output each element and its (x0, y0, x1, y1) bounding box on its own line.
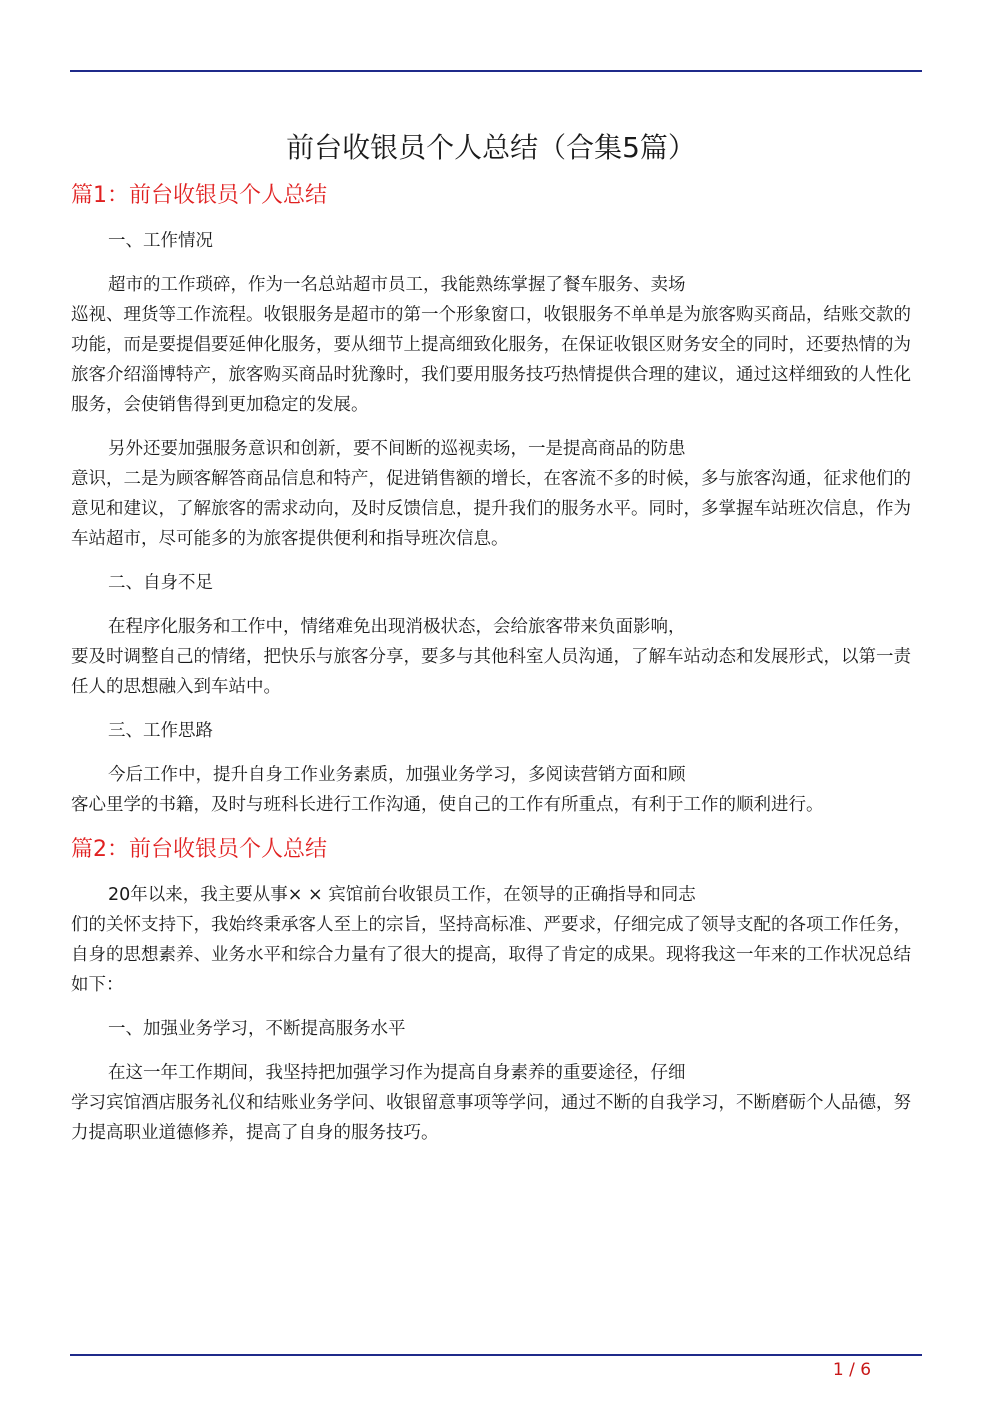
paragraph (71, 612, 911, 702)
paragraph-body: 学习宾馆酒店服务礼仪和结账业务学问、收银留意事项等学问，通过不断的自我学习，不断磨砺个人品德，努力提高职业道德修养，提高了自身的服务技巧。 (71, 1093, 911, 1143)
paragraph (71, 270, 911, 420)
paragraph-lead: 超市的工作琐碎，作为一名总站超市员工，我能熟练掌握了餐车服务、卖场 (108, 275, 686, 295)
subheading: 一、工作情况 (108, 231, 213, 251)
subheading: 二、自身不足 (108, 573, 213, 593)
paragraph-body: 要及时调整自己的情绪，把快乐与旅客分享，要多与其他科室人员沟通，了解车站动态和发展形式，以第一责任人的思想融入到车站中。 (71, 647, 911, 697)
paragraph-lead: 在程序化服务和工作中，情绪难免出现消极状态，会给旅客带来负面影响， (108, 617, 686, 637)
section-heading: 篇1：前台收银员个人总结 (71, 183, 327, 208)
paragraph-body: 巡视、理货等工作流程。收银服务是超市的第一个形象窗口，收银服务不单单是为旅客购买商品，结账交款的功能，而是要提倡要延伸化服务，要从细节上提高细致化服务，在保证收银区财务安全的同时，还要热情的为旅客介绍淄博特产，旅客购买商品时犹豫时，我们要用服务技巧热情提供合理的建议，通过这样细致的人性化服务，会使销售得到更加稳定的发展。 (71, 305, 911, 415)
document-body (71, 128, 911, 1162)
paragraph-lead: 20年以来，我主要从事× × 宾馆前台收银员工作，在领导的正确指导和同志 (108, 885, 696, 905)
paragraph-lead: 在这一年工作期间，我坚持把加强学习作为提高自身素养的重要途径，仔细 (108, 1063, 686, 1083)
paragraph-body: 们的关怀支持下，我始终秉承客人至上的宗旨，坚持高标准、严要求，仔细完成了领导支配的各项工作任务，自身的思想素养、业务水平和综合力量有了很大的提高，取得了肯定的成果。现将我这一年来的工作状况总结如下： (71, 915, 911, 995)
paragraph (71, 434, 911, 554)
page-number: 1 / 6 (832, 1360, 872, 1380)
paragraph (71, 880, 911, 1000)
header-rule (70, 70, 922, 72)
paragraph (71, 1058, 911, 1148)
subheading: 三、工作思路 (108, 721, 213, 741)
paragraph-lead: 另外还要加强服务意识和创新，要不间断的巡视卖场，一是提高商品的防患 (108, 439, 686, 459)
section-heading: 篇2：前台收银员个人总结 (71, 837, 327, 862)
subheading: 一、加强业务学习，不断提高服务水平 (108, 1019, 406, 1039)
paragraph (71, 760, 911, 820)
paragraph-body: 客心里学的书籍，及时与班科长进行工作沟通，使自己的工作有所重点，有利于工作的顺利进行。 (71, 795, 824, 815)
document-title: 前台收银员个人总结（合集5篇） (286, 131, 696, 164)
paragraph-lead: 今后工作中，提升自身工作业务素质，加强业务学习，多阅读营销方面和顾 (108, 765, 686, 785)
paragraph-body: 意识，二是为顾客解答商品信息和特产，促进销售额的增长，在客流不多的时候，多与旅客沟通，征求他们的意见和建议，了解旅客的需求动向，及时反馈信息，提升我们的服务水平。同时，多掌握车站班次信息，作为车站超市，尽可能多的为旅客提供便利和指导班次信息。 (71, 469, 911, 549)
footer-rule (70, 1354, 922, 1356)
